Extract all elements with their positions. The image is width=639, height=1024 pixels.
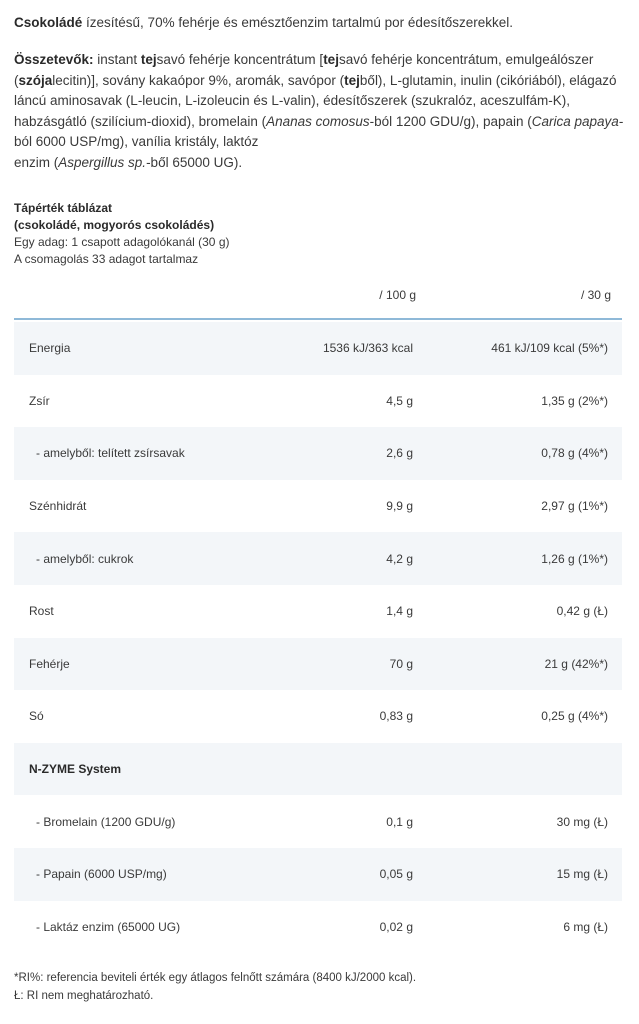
serving-size: Egy adag: 1 csapott adagolókanál (30 g) <box>14 235 230 249</box>
table-row <box>14 375 622 428</box>
value-per-100g: 1536 kJ/363 kcal <box>322 341 413 356</box>
row-label: Zsír <box>29 393 50 408</box>
ingredients-text: -ből 65000 UG). <box>146 154 243 170</box>
value-per-100g: 2,6 g <box>386 446 413 461</box>
value-per-100g: 1,4 g <box>386 604 413 619</box>
row-label: - Bromelain (1200 GDU/g) <box>36 814 176 829</box>
row-label: - Laktáz enzim (65000 UG) <box>36 919 181 934</box>
value-per-100g: 0,1 g <box>386 814 413 829</box>
allergen-text: tej <box>323 52 339 67</box>
table-row <box>14 322 622 375</box>
table-row <box>14 585 622 638</box>
ingredients-text: instant <box>93 52 141 67</box>
value-per-100g: 0,83 g <box>379 709 413 724</box>
allergen-text: szója <box>18 72 53 88</box>
product-description <box>14 13 629 33</box>
table-row <box>14 795 622 848</box>
row-label: - amelyből: telített zsírsavak <box>36 446 185 461</box>
value-per-serving: 1,26 g (1%*) <box>541 551 608 566</box>
ri-footnote: *RI%: referencia beviteli érték egy átlagos felnőtt számára (8400 kJ/2000 kcal). <box>14 972 417 984</box>
value-per-serving: 6 mg (Ł) <box>563 919 608 934</box>
flavor-label: Csokoládé <box>14 15 83 30</box>
row-label: Szénhidrát <box>29 499 87 514</box>
ingredients-text: -ból 6000 USP/mg), vanília kristály, laktóz <box>14 113 624 149</box>
row-label: Fehérje <box>29 656 70 671</box>
table-row <box>14 638 622 691</box>
ingredients-text: savó fehérje koncentrátum, emulgeálószer ( <box>14 52 594 88</box>
table-header-divider <box>14 318 622 320</box>
value-per-serving: 2,97 g (1%*) <box>541 499 608 514</box>
nutrition-info <box>14 200 414 268</box>
ingredients-paragraph <box>14 50 629 173</box>
row-label: Energia <box>29 341 71 356</box>
value-per-100g: 0,02 g <box>379 919 413 934</box>
table-row <box>14 690 622 743</box>
row-label: Rost <box>29 604 54 619</box>
allergen-text: tej <box>140 52 157 67</box>
table-row <box>14 480 622 533</box>
ingredients-text: enzim ( <box>14 154 59 170</box>
value-per-100g: 9,9 g <box>386 499 413 514</box>
ingredients-label: Összetevők: <box>14 52 94 67</box>
value-per-100g: 4,5 g <box>386 393 413 408</box>
value-per-serving: 0,78 g (4%*) <box>541 446 608 461</box>
section-label: N-ZYME System <box>29 762 122 777</box>
footnotes <box>14 969 629 1005</box>
value-per-serving: 0,42 g (Ł) <box>556 604 608 619</box>
row-label: Só <box>29 709 44 724</box>
value-per-serving: 30 mg (Ł) <box>556 814 608 829</box>
ingredients-text: -ból 1200 GDU/g), papain ( <box>369 113 532 129</box>
column-header-30g: / 30 g <box>580 288 611 302</box>
ingredients-text: lecitin)], sovány kakaópor 9%, aromák, savópor ( <box>52 72 345 88</box>
value-per-100g: 4,2 g <box>386 551 413 566</box>
table-row <box>14 427 622 480</box>
latin-name: Aspergillus sp. <box>58 154 147 170</box>
servings-count: A csomagolás 33 adagot tartalmaz <box>14 252 199 266</box>
latin-name: Carica papaya <box>531 113 619 129</box>
na-footnote: Ł: RI nem meghatározható. <box>14 990 154 1002</box>
ingredients-text: savó fehérje koncentrátum [ <box>156 52 324 67</box>
value-per-serving: 461 kJ/109 kcal (5%*) <box>491 341 608 356</box>
nutrition-table <box>14 322 622 953</box>
value-per-serving: 1,35 g (2%*) <box>541 393 608 408</box>
table-section-row <box>14 743 622 796</box>
table-row <box>14 848 622 901</box>
ingredients-text: ből), L-glutamin, inulin (cikóriából), elágazó láncú aminosavak (L-leucin, L-izoleucin és L-valin), édesítőszerek (szukralóz, aceszulfám-K), habzásgátló (szilícium-dioxid), bromelain ( <box>14 72 617 129</box>
latin-name: Ananas comosus <box>266 113 370 129</box>
description-text: ízesítésű, 70% fehérje és emésztőenzim tartalmú por édesítőszerekkel. <box>82 15 513 30</box>
row-label: - Papain (6000 USP/mg) <box>36 867 167 882</box>
value-per-100g: 70 g <box>389 656 413 671</box>
table-row <box>14 532 622 585</box>
row-label: - amelyből: cukrok <box>36 551 134 566</box>
value-per-100g: 0,05 g <box>379 867 413 882</box>
nutrition-table-title: Tápérték táblázat <box>14 201 113 215</box>
value-per-serving: 21 g (42%*) <box>544 656 608 671</box>
table-row <box>14 901 622 954</box>
nutrition-table-subtitle: (csokoládé, mogyorós csokoládés) <box>14 218 215 232</box>
allergen-text: tej <box>344 72 360 88</box>
value-per-serving: 0,25 g (4%*) <box>541 709 608 724</box>
column-header-100g: / 100 g <box>379 288 416 302</box>
value-per-serving: 15 mg (Ł) <box>556 867 608 882</box>
